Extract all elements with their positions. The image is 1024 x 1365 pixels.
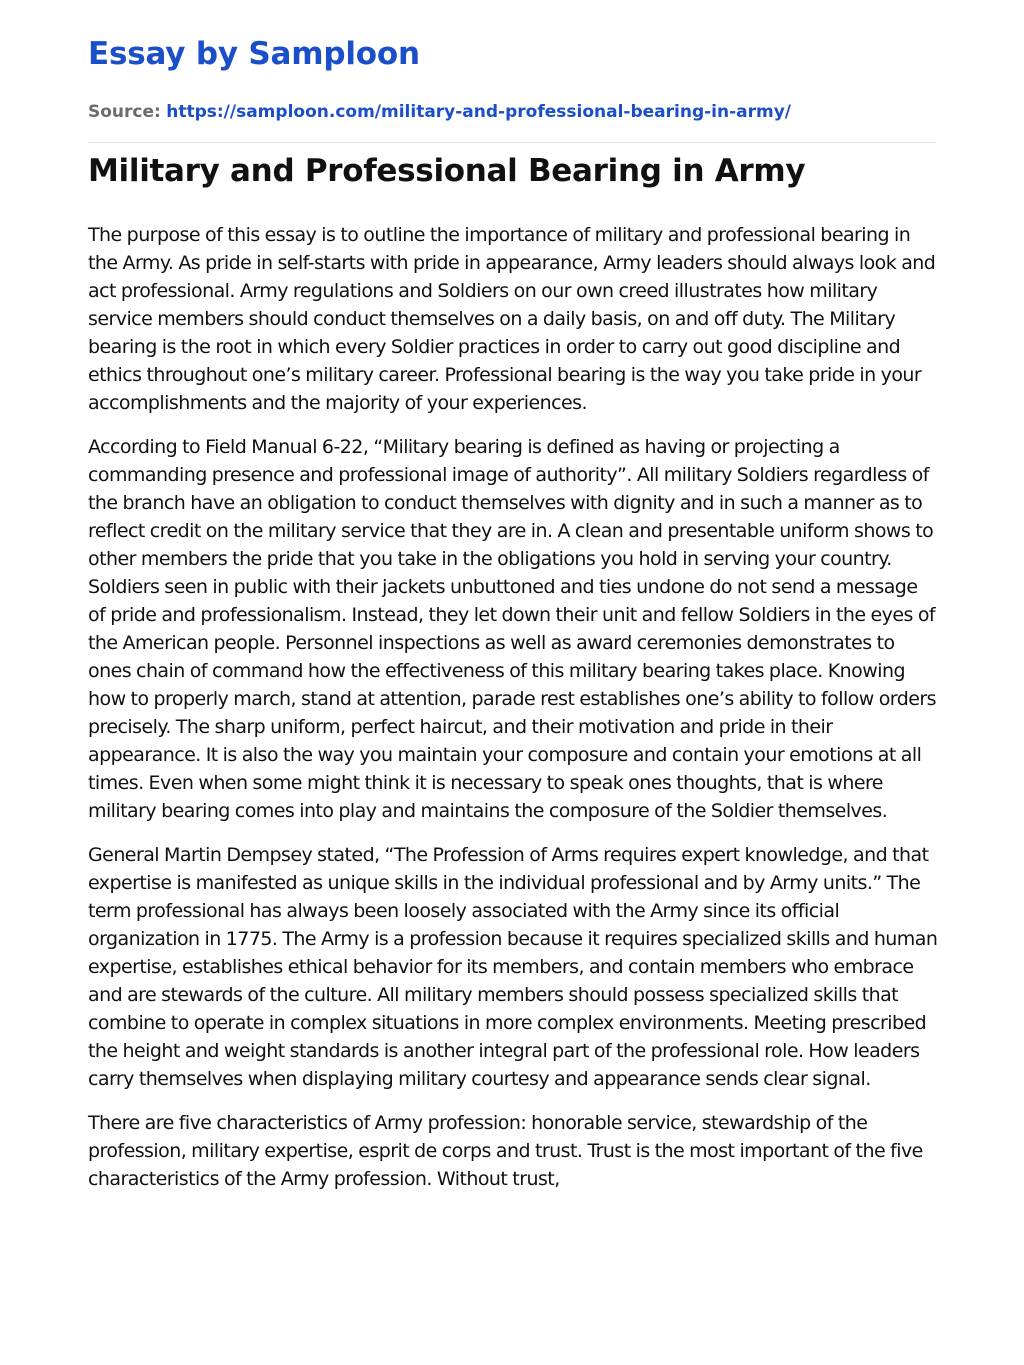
essay-title: Military and Professional Bearing in Army	[88, 153, 806, 189]
essay-body	[88, 221, 938, 1209]
essay-paragraph: General Martin Dempsey stated, “The Profession of Arms requires expert knowledge, and that expertise is manifested as unique skills in the individual professional and by Army units.” The term professional has always been loosely associated with the Army since its official organization in 1775. The Army is a profession because it requires specialized skills and human expertise, establishes ethical behavior for its members, and contain members who embrace and are stewards of the culture. All military members should possess specialized skills that combine to operate in complex situations in more complex environments. Meeting prescribed the height and weight standards is another integral part of the professional role. How leaders carry themselves when displaying military courtesy and appearance sends clear signal.	[88, 844, 938, 1090]
source-link[interactable]: https://samploon.com/military-and-professional-bearing-in-army/	[166, 102, 792, 122]
header-divider	[88, 142, 936, 143]
site-brand[interactable]: Essay by Samploon	[88, 36, 420, 72]
essay-paragraph: According to Field Manual 6-22, “Military bearing is defined as having or projecting a commanding presence and professional image of authority”. All military Soldiers regardless of the branch have an obligation to conduct themselves with dignity and in such a manner as to reflect credit on the military service that they are in. A clean and presentable uniform shows to other members the pride that you take in the obligations you hold in serving your country. Soldiers seen in public with their jackets unbuttoned and ties undone do not send a message of pride and professionalism. Instead, they let down their unit and fellow Soldiers in the eyes of the American people. Personnel inspections as well as award ceremonies demonstrates to ones chain of command how the effectiveness of this military bearing takes place. Knowing how to properly march, stand at attention, parade rest establishes one’s ability to follow orders precisely. The sharp uniform, perfect haircut, and their motivation and pride in their appearance. It is also the way you maintain your composure and contain your emotions at all times. Even when some might think it is necessary to speak ones thoughts, that is where military bearing comes into play and maintains the composure of the Soldier themselves.	[88, 436, 936, 822]
essay-paragraph: The purpose of this essay is to outline the importance of military and professional bearing in the Army. As pride in self-starts with pride in appearance, Army leaders should always look and act professional. Army regulations and Soldiers on our own creed illustrates how military service members should conduct themselves on a daily basis, on and off duty. The Military bearing is the root in which every Soldier practices in order to carry out good discipline and ethics throughout one’s military career. Professional bearing is the way you take pride in your accomplishments and the majority of your experiences.	[88, 224, 936, 414]
source-line	[88, 102, 791, 122]
source-label: Source:	[88, 102, 161, 122]
essay-paragraph: There are five characteristics of Army profession: honorable service, stewardship of the profession, military expertise, esprit de corps and trust. Trust is the most important of the five characteristics of the Army profession. Without trust,	[88, 1112, 923, 1190]
